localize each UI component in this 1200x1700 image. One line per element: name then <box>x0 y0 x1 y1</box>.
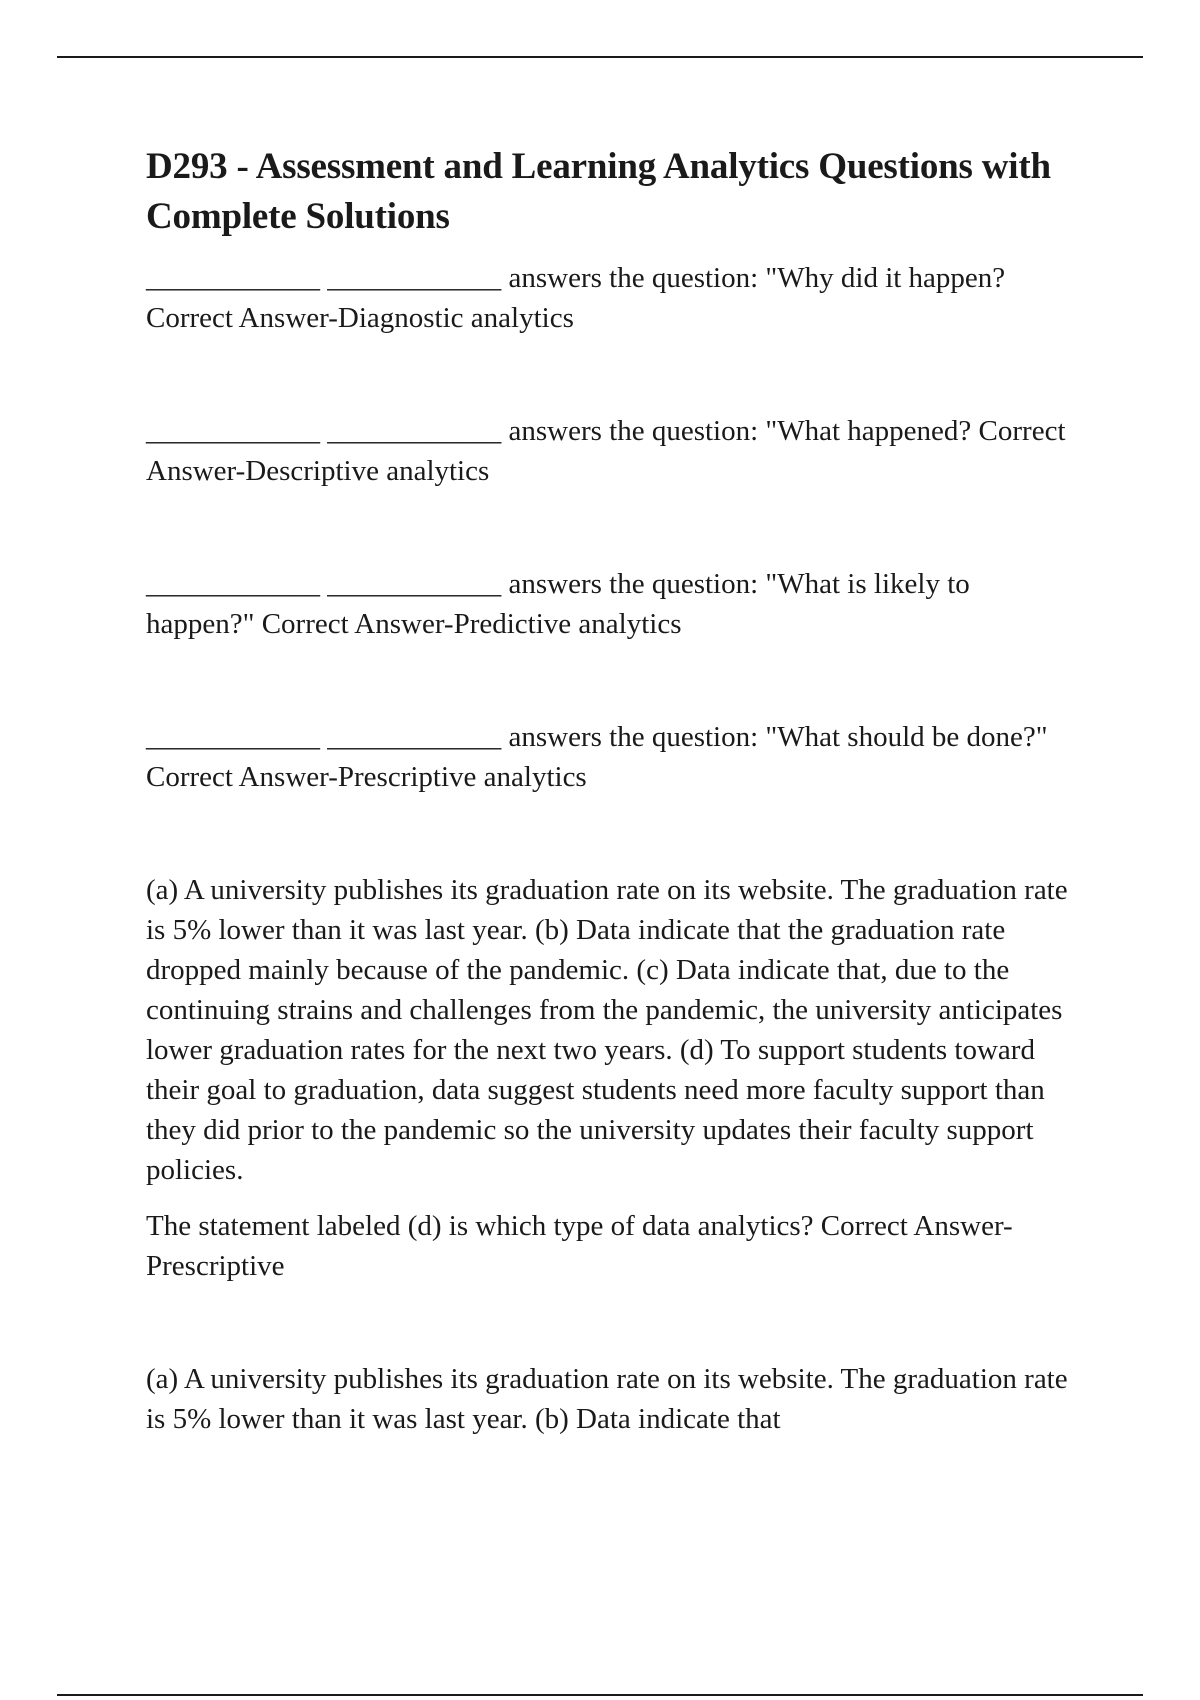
scenario-paragraph-continued: (a) A university publishes its graduation rate on its website. The graduation rate is 5% lower than it was last year. (b) Data indicate that <box>146 1363 1068 1435</box>
header-rule <box>57 56 1143 58</box>
scenario-paragraph: (a) A university publishes its graduation rate on its website. The graduation rate is 5% lower than it was last year. (b) Data indicate that the graduation rate dropped mainly because of the pandemic. (c) Data indicate that, due to the continuing strains and challenges from the pandemic, the university anticipates lower graduation rates for the next two years. (d) To support students toward their goal to graduation, data suggest students need more faculty support than they did prior to the pandemic so the university updates their faculty support policies. <box>146 874 1068 1186</box>
document-body <box>146 142 1076 1439</box>
qa-item-descriptive: ____________ ____________ answers the question: "What happened? Correct Answer-Descriptive analytics <box>146 415 1066 487</box>
scenario-question: The statement labeled (d) is which type of data analytics? Correct Answer-Prescriptive <box>146 1210 1013 1282</box>
qa-item-predictive: ____________ ____________ answers the question: "What is likely to happen?" Correct Answer-Predictive analytics <box>146 568 970 640</box>
footer-rule <box>57 1694 1143 1696</box>
document-title: D293 - Assessment and Learning Analytics Questions with Complete Solutions <box>146 146 1051 237</box>
qa-item-prescriptive: ____________ ____________ answers the question: "What should be done?" Correct Answer-Prescriptive analytics <box>146 721 1048 793</box>
qa-item-diagnostic: ____________ ____________ answers the question: "Why did it happen? Correct Answer-Diagnostic analytics <box>146 262 1006 334</box>
